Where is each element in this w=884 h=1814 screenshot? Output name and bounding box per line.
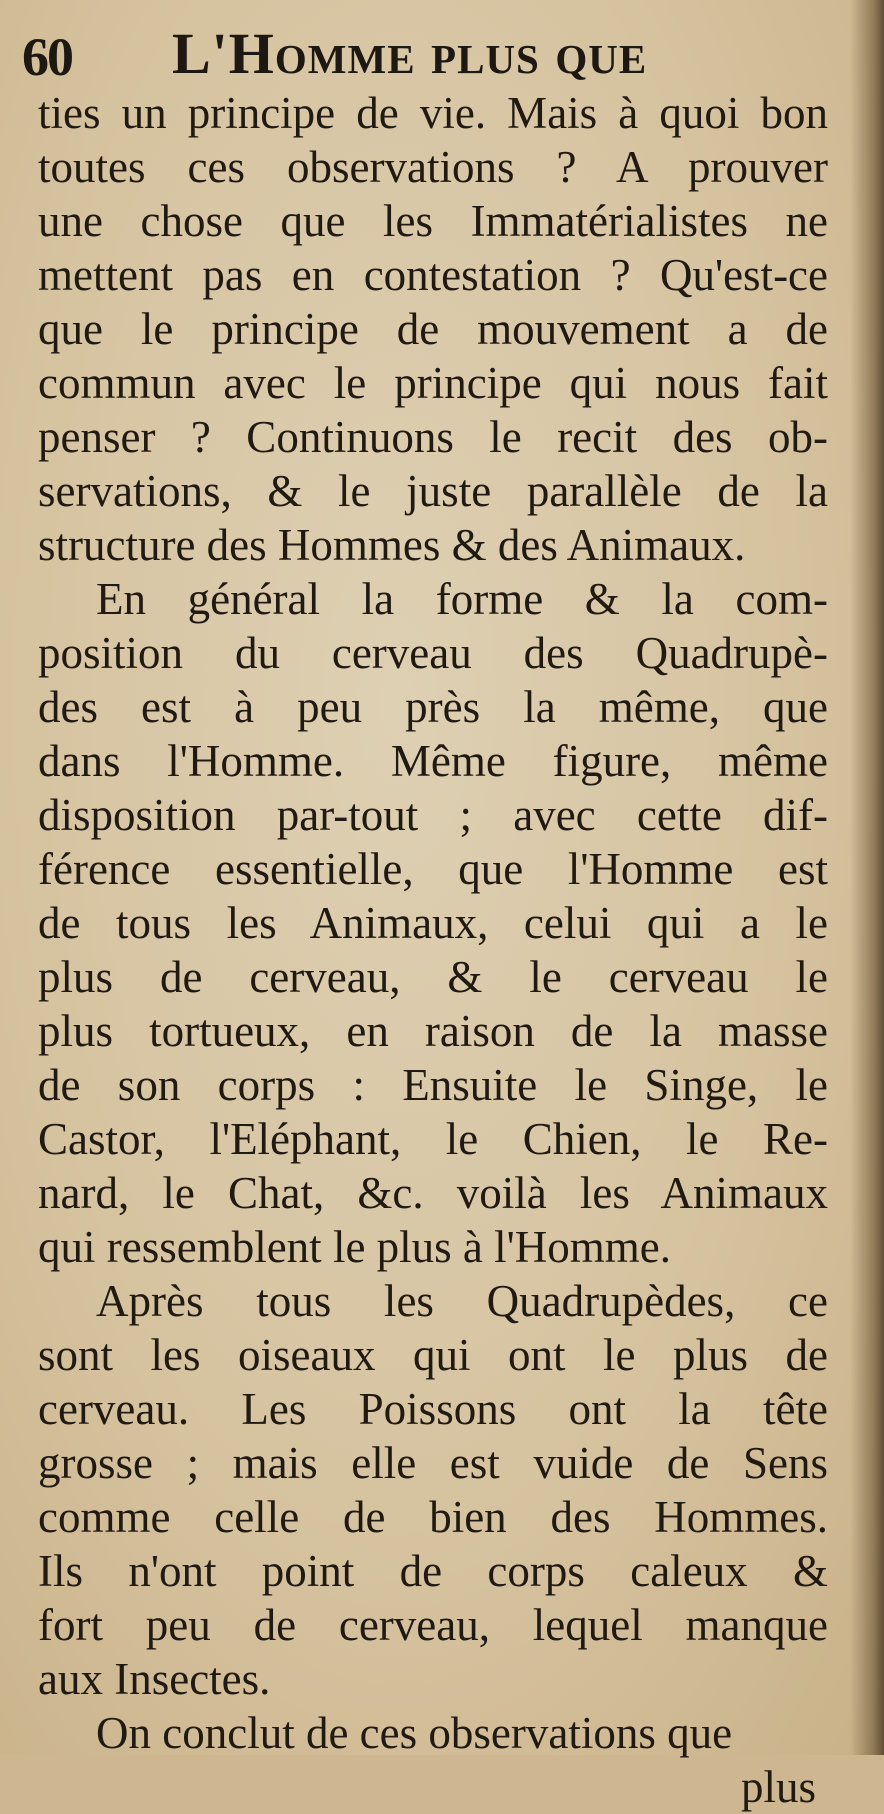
text-line: ties un principe de vie. Mais à quoi bon <box>38 88 828 138</box>
page-number: 60 <box>22 27 72 87</box>
text-line: disposition par-tout ; avec cette dif- <box>38 790 828 840</box>
text-line: comme celle de bien des Hommes. <box>38 1492 828 1542</box>
text-line: aux Insectes. <box>38 1654 271 1704</box>
text-line: qui ressemblent le plus à l'Homme. <box>38 1222 671 1272</box>
text-line: que le principe de mouvement a de <box>38 304 828 354</box>
text-line: férence essentielle, que l'Homme est <box>38 844 828 894</box>
text-line: de tous les Animaux, celui qui a le <box>38 898 828 948</box>
body-text <box>38 86 828 1814</box>
text-line: Ils n'ont point de corps caleux & <box>38 1546 828 1596</box>
page-gutter-shadow <box>850 0 884 1755</box>
text-line: une chose que les Immatérialistes ne <box>38 196 828 246</box>
paragraph-start-line: En général la forme & la com- <box>96 574 828 624</box>
text-line: des est à peu près la même, que <box>38 682 828 732</box>
text-line: de son corps : Ensuite le Singe, le <box>38 1060 828 1110</box>
running-head: L'Homme plus que <box>172 21 648 86</box>
text-line: plus tortueux, en raison de la masse <box>38 1006 828 1056</box>
text-line: position du cerveau des Quadrupè- <box>38 628 828 678</box>
text-line: dans l'Homme. Même figure, même <box>38 736 828 786</box>
text-line: Castor, l'Eléphant, le Chien, le Re- <box>38 1114 828 1164</box>
text-line: commun avec le principe qui nous fait <box>38 358 828 408</box>
paragraph-start-line: Après tous les Quadrupèdes, ce <box>96 1276 828 1326</box>
text-line: structure des Hommes & des Animaux. <box>38 520 746 570</box>
text-line: toutes ces observations ? A prouver <box>38 142 828 192</box>
text-line: mettent pas en contestation ? Qu'est-ce <box>38 250 828 300</box>
text-line: penser ? Continuons le recit des ob- <box>38 412 828 462</box>
paragraph-start-line: On conclut de ces observations que <box>96 1708 733 1758</box>
text-line: grosse ; mais elle est vuide de Sens <box>38 1438 828 1488</box>
text-line: plus de cerveau, & le cerveau le <box>38 952 828 1002</box>
text-line: nard, le Chat, &c. voilà les Animaux <box>38 1168 828 1218</box>
text-line: servations, & le juste parallèle de la <box>38 466 828 516</box>
text-line: cerveau. Les Poissons ont la tête <box>38 1384 828 1434</box>
text-line: fort peu de cerveau, lequel manque <box>38 1600 828 1650</box>
page-header <box>22 20 842 90</box>
catchword: plus <box>740 1762 816 1812</box>
text-line: sont les oiseaux qui ont le plus de <box>38 1330 828 1380</box>
